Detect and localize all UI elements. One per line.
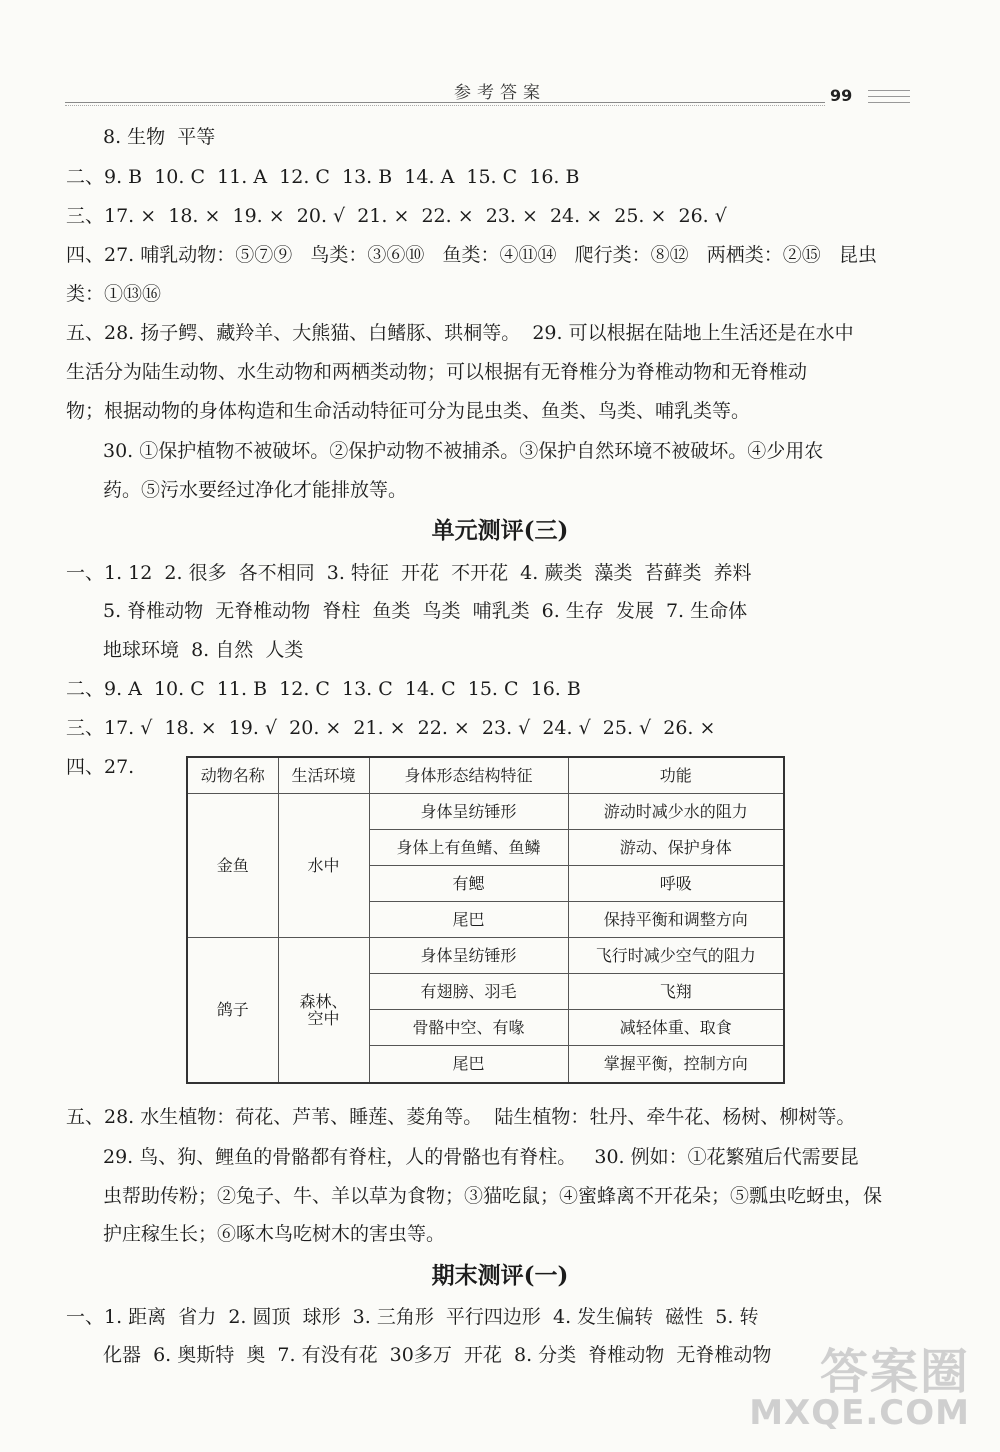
function-cell: 保持平衡和调整方向 (568, 902, 784, 938)
animal-features-table (186, 756, 785, 1084)
watermark-logo (749, 1344, 970, 1433)
feature-cell: 有鳃 (369, 866, 568, 902)
watermark-url: MXQE.COM (749, 1393, 970, 1433)
answer-line: 二、9. B 10. C 11. A 12. C 13. B 14. A 15. C 16. B (66, 166, 580, 188)
header-rule (65, 102, 825, 103)
answer-line: 二、9. A 10. C 11. B 12. C 13. C 14. C 15. C 16. B (66, 678, 581, 700)
feature-cell: 尾巴 (369, 1046, 568, 1083)
feature-cell: 尾巴 (369, 902, 568, 938)
answer-line: 地球环境 8. 自然 人类 (103, 639, 304, 661)
header-decoration (868, 96, 910, 97)
header-decoration (868, 90, 910, 91)
function-cell: 游动时减少水的阻力 (568, 794, 784, 830)
table-header-cell: 生活环境 (278, 757, 369, 794)
table-header-cell: 功能 (568, 757, 784, 794)
table-header-cell: 身体形态结构特征 (369, 757, 568, 794)
function-cell: 游动、保护身体 (568, 830, 784, 866)
answer-line: 五、28. 扬子鳄、藏羚羊、大熊猫、白鳍豚、珙桐等。 29. 可以根据在陆地上生活还是在水中 (66, 322, 854, 344)
habitat-cell: 森林、空中 (278, 938, 369, 1083)
answer-line: 四、27. 哺乳动物：⑤⑦⑨ 鸟类：③⑥⑩ 鱼类：④⑪⑭ 爬行类：⑧⑫ 两栖类：②⑮ 昆虫 (66, 244, 877, 266)
table-row (187, 794, 784, 830)
table-header-cell: 动物名称 (187, 757, 278, 794)
page-number: 99 (830, 86, 853, 105)
feature-cell: 骨骼中空、有喙 (369, 1010, 568, 1046)
function-cell: 减轻体重、取食 (568, 1010, 784, 1046)
section-title-unit3: 单元测评(三) (431, 517, 569, 544)
answer-line: 物；根据动物的身体构造和生命活动特征可分为昆虫类、鱼类、鸟类、哺乳类等。 (66, 400, 751, 422)
answer-line: 一、1. 距离 省力 2. 圆顶 球形 3. 三角形 平行四边形 4. 发生偏转 磁性 5. 转 (66, 1306, 759, 1328)
answer-line: 药。⑤污水要经过净化才能排放等。 (103, 479, 408, 501)
answer-line: 29. 鸟、狗、鲤鱼的骨骼都有脊柱，人的骨骼也有脊柱。 30. 例如：①花繁殖后代需要昆 (103, 1146, 859, 1168)
header-rule-dotted (65, 105, 825, 106)
answer-line: 三、17. × 18. × 19. × 20. √ 21. × 22. × 23. × 24. × 25. × 26. √ (66, 205, 727, 227)
answer-line: 类：①⑬⑯ (66, 283, 162, 305)
answer-line: 三、17. √ 18. × 19. √ 20. × 21. × 22. × 23. √ 24. √ 25. √ 26. × (66, 717, 716, 739)
watermark-text: 答案圈 (819, 1344, 970, 1400)
answer-line: 化器 6. 奥斯特 奥 7. 有没有花 30多万 开花 8. 分类 脊椎动物 无脊椎动物 (103, 1344, 772, 1366)
page-header-title: 参考答案 (454, 83, 546, 103)
habitat-cell: 水中 (278, 794, 369, 938)
animal-name-cell: 金鱼 (187, 794, 278, 938)
section-title-final1: 期末测评(一) (431, 1262, 569, 1289)
answer-line: 生活分为陆生动物、水生动物和两栖类动物；可以根据有无脊椎分为脊椎动物和无脊椎动 (66, 361, 808, 383)
answer-line: 8. 生物 平等 (103, 126, 216, 148)
function-cell: 飞行时减少空气的阻力 (568, 938, 784, 974)
answer-line: 一、1. 12 2. 很多 各不相同 3. 特征 开花 不开花 4. 蕨类 藻类 苔藓类 养料 (66, 562, 752, 584)
feature-cell: 身体上有鱼鳍、鱼鳞 (369, 830, 568, 866)
answer-line: 30. ①保护植物不被破坏。②保护动物不被捕杀。③保护自然环境不被破坏。④少用农 (103, 440, 824, 462)
feature-cell: 身体呈纺锤形 (369, 794, 568, 830)
header-decoration (868, 102, 910, 103)
function-cell: 飞翔 (568, 974, 784, 1010)
answer-line: 四、27. (66, 756, 135, 778)
table-row (187, 938, 784, 974)
feature-cell: 身体呈纺锤形 (369, 938, 568, 974)
answer-line: 虫帮助传粉；②兔子、牛、羊以草为食物；③猫吃鼠；④蜜蜂离不开花朵；⑤瓢虫吃蚜虫，保 (103, 1185, 883, 1207)
answer-line: 五、28. 水生植物：荷花、芦苇、睡莲、菱角等。 陆生植物：牡丹、牵牛花、杨树、柳树等。 (66, 1106, 856, 1128)
animal-name-cell: 鸽子 (187, 938, 278, 1083)
answer-line: 护庄稼生长；⑥啄木鸟吃树木的害虫等。 (103, 1223, 446, 1245)
function-cell: 掌握平衡，控制方向 (568, 1046, 784, 1083)
table-header-row (187, 757, 784, 794)
feature-cell: 有翅膀、羽毛 (369, 974, 568, 1010)
function-cell: 呼吸 (568, 866, 784, 902)
answer-line: 5. 脊椎动物 无脊椎动物 脊柱 鱼类 鸟类 哺乳类 6. 生存 发展 7. 生命体 (103, 600, 748, 622)
